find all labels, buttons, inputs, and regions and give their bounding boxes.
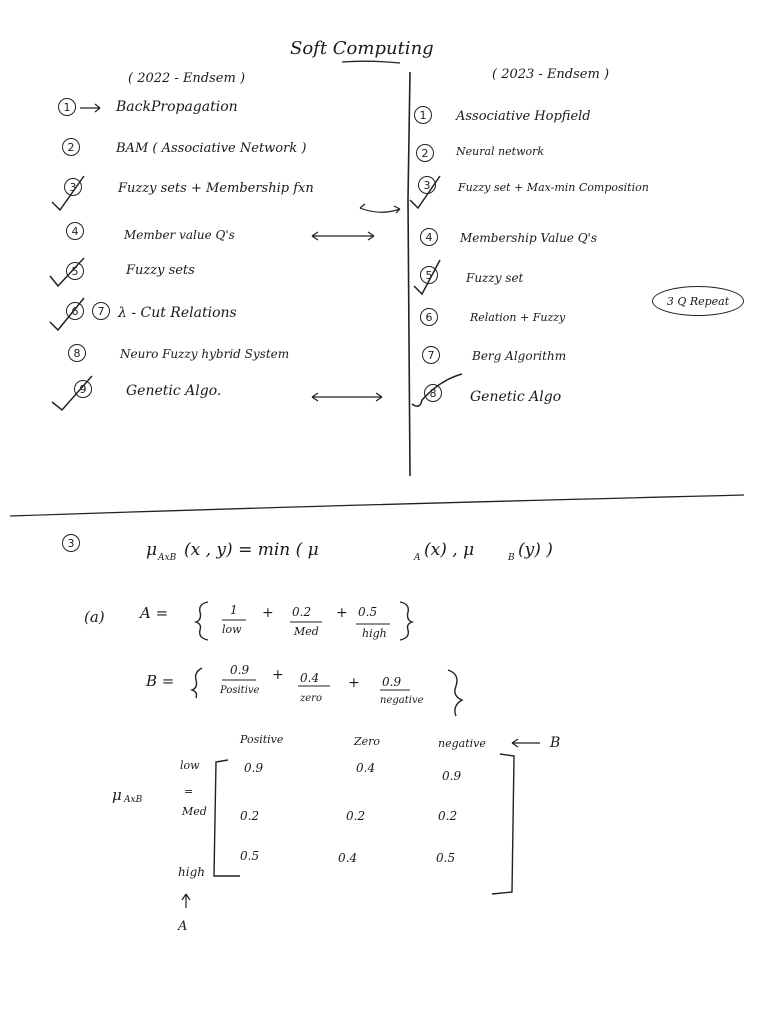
set-b-label: B = bbox=[146, 672, 175, 690]
fraction-den: negative bbox=[380, 695, 424, 706]
item-number: 3 bbox=[418, 176, 436, 194]
fraction-num: 0.5 bbox=[358, 605, 378, 619]
fraction-num: 0.2 bbox=[292, 605, 312, 619]
item-number: 1 bbox=[414, 106, 432, 124]
page-title: Soft Computing bbox=[290, 38, 434, 59]
left-column-header: ( 2022 - Endsem ) bbox=[128, 71, 246, 86]
matrix-lhs: μ bbox=[112, 786, 122, 804]
formula-rest: (x , y) = min ( μ bbox=[184, 540, 319, 560]
item-number: 3 bbox=[64, 178, 82, 196]
a-pointer-label: A bbox=[178, 919, 188, 934]
formula-end: (y) ) bbox=[518, 540, 553, 560]
matrix-cell: 0.2 bbox=[438, 809, 458, 823]
item-text: Associative Hopfield bbox=[456, 109, 591, 124]
fraction-num: 0.9 bbox=[230, 663, 250, 677]
column-header: Positive bbox=[240, 733, 284, 746]
repeat-note-oval bbox=[652, 286, 744, 316]
item-number: 9 bbox=[74, 380, 92, 398]
formula-sub-b: B bbox=[508, 553, 515, 563]
matrix-cell: 0.2 bbox=[346, 809, 366, 823]
item-number: 7 bbox=[422, 346, 440, 364]
matrix-cell: 0.9 bbox=[442, 769, 462, 783]
plus-sign: + bbox=[272, 667, 284, 683]
matrix-lhs-sub: AxB bbox=[124, 795, 143, 805]
right-column-header: ( 2023 - Endsem ) bbox=[492, 67, 610, 82]
repeat-note-text: 3 Q Repeat bbox=[666, 294, 730, 308]
matrix-cell: 0.5 bbox=[436, 851, 456, 865]
fraction-den: low bbox=[222, 623, 242, 636]
formula-sub-a: A bbox=[414, 553, 421, 563]
item-text: Genetic Algo. bbox=[126, 383, 222, 399]
matrix-cell: 0.4 bbox=[356, 761, 376, 775]
item-text: λ - Cut Relations bbox=[118, 305, 237, 321]
item-number: 5 bbox=[66, 262, 84, 280]
equals-sign: = bbox=[184, 785, 194, 798]
item-text: Fuzzy set + Max-min Composition bbox=[458, 181, 649, 194]
fraction-den: Med bbox=[294, 625, 319, 638]
formula-sub: AxB bbox=[158, 553, 177, 563]
item-text: BackPropagation bbox=[116, 99, 238, 115]
matrix-cell: 0.9 bbox=[244, 761, 264, 775]
b-pointer-label: B bbox=[550, 735, 561, 751]
matrix-cell: 0.4 bbox=[338, 851, 358, 865]
item-text: Fuzzy set bbox=[466, 271, 524, 285]
fraction-den: Positive bbox=[220, 685, 260, 696]
row-header: low bbox=[180, 759, 200, 772]
fraction-num: 0.9 bbox=[382, 675, 402, 689]
plus-sign: + bbox=[336, 605, 348, 621]
fraction-den: high bbox=[362, 627, 387, 640]
column-header: negative bbox=[438, 737, 486, 750]
matrix-cell: 0.2 bbox=[240, 809, 260, 823]
item-text: Genetic Algo bbox=[470, 389, 562, 405]
item-text: Relation + Fuzzy bbox=[470, 311, 566, 324]
fraction-den: zero bbox=[300, 693, 322, 704]
matrix-cell: 0.5 bbox=[240, 849, 260, 863]
item-number: 7 bbox=[92, 302, 110, 320]
formula-mu: μ bbox=[146, 540, 158, 560]
plus-sign: + bbox=[348, 675, 360, 691]
item-number: 2 bbox=[416, 144, 434, 162]
item-text: Fuzzy sets bbox=[126, 263, 195, 278]
formula-mid: (x) , μ bbox=[424, 540, 475, 560]
item-text: Fuzzy sets + Membership fxn bbox=[118, 181, 314, 196]
item-text: BAM ( Associative Network ) bbox=[116, 141, 307, 156]
part-label: (a) bbox=[84, 608, 105, 626]
column-header: Zero bbox=[354, 735, 381, 748]
item-text: Member value Q's bbox=[124, 228, 235, 242]
item-number: 8 bbox=[68, 344, 86, 362]
item-text: Neural network bbox=[456, 145, 545, 158]
item-number: 6 bbox=[66, 302, 84, 320]
item-number: 2 bbox=[62, 138, 80, 156]
row-header: high bbox=[178, 865, 205, 879]
plus-sign: + bbox=[262, 605, 274, 621]
item-number: 8 bbox=[424, 384, 442, 402]
item-number: 6 bbox=[420, 308, 438, 326]
set-a-label: A = bbox=[140, 604, 169, 622]
fraction-num: 1 bbox=[230, 603, 238, 617]
item-text: Membership Value Q's bbox=[460, 231, 598, 245]
item-number: 5 bbox=[420, 266, 438, 284]
row-header: Med bbox=[182, 805, 207, 818]
item-text: Neuro Fuzzy hybrid System bbox=[120, 347, 290, 361]
item-number: 4 bbox=[66, 222, 84, 240]
item-number: 4 bbox=[420, 228, 438, 246]
item-text: Berg Algorithm bbox=[472, 349, 567, 363]
question-number: 3 bbox=[62, 534, 80, 552]
fraction-num: 0.4 bbox=[300, 671, 320, 685]
item-number: 1 bbox=[58, 98, 76, 116]
